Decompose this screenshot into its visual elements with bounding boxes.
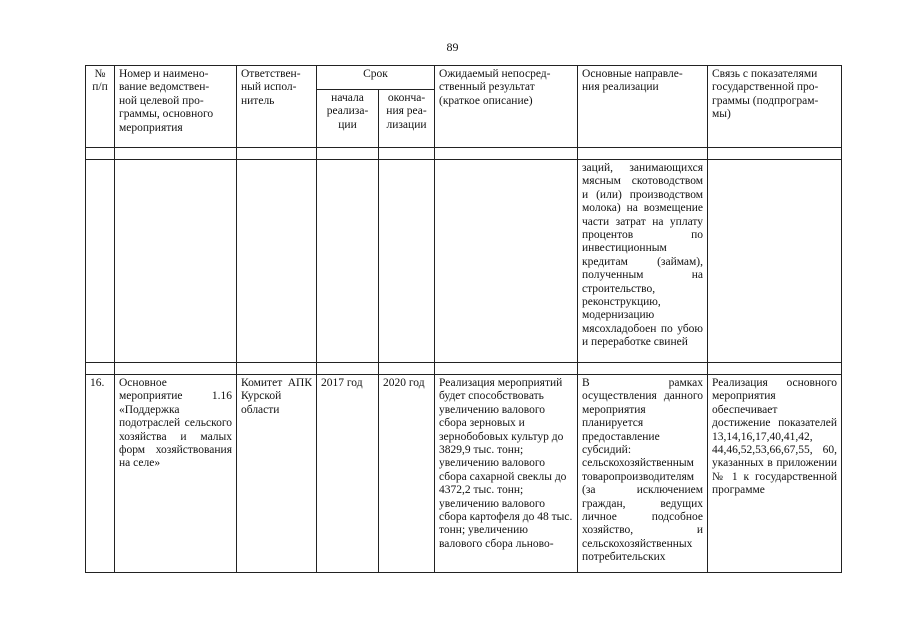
row-16-directions: В рамках осуществления данного мероприятия планируется предоставление субсидий: сельскохозяйственным товаропроизводителям (за исключением граждан, ведущих личное подсобное хозяйство, и сельскохозяйственных потребительских: [578, 375, 708, 573]
row-16-start: 2017 год: [317, 375, 379, 573]
header-term-end: оконча- ния реа- лизации: [379, 90, 435, 148]
row-16-executor: Комитет АПК Курской области: [237, 375, 317, 573]
row-16-num: 16.: [86, 375, 115, 573]
continuation-directions-cell: заций, занимающихся мясным скотоводством и (или) производством молока) на возмещение части затрат на уплату процентов по инвестиционным кредитам (займам), полученным на строительство, реконструкцию, модернизацию мясохладобоен по убою и переработке свиней: [578, 160, 708, 363]
header-gap-row: [86, 148, 842, 160]
row-16-end: 2020 год: [379, 375, 435, 573]
row-16-link: Реализация основного мероприятия обеспечивает достижение показателей 13,14,16,17,40,41,42, 44,46,52,53,66,67,55, 60, указанных в приложении № 1 к государственной программе: [708, 375, 842, 573]
header-result: Ожидаемый непосред- ственный результат (краткое описание): [435, 66, 578, 148]
header-link: Связь с показателями государственной про- граммы (подпрограм- мы): [708, 66, 842, 148]
row-16-result: Реализация мероприятий будет способствовать увеличению валового сбора зерновых и зернобобовых культур до 3829,9 тыс. тонн; увеличению валового сбора сахарной свеклы до 4372,2 тыс. тонн; увеличению валового сбора картофеля до 48 тыс. тонн; увеличению валового сбора льново-: [435, 375, 578, 573]
program-table: [85, 65, 842, 573]
header-name: Номер и наимено- вание ведомствен- ной целевой про- граммы, основного мероприятия: [115, 66, 237, 148]
page-number: 89: [446, 40, 459, 54]
header-executor: Ответствен- ный испол- нитель: [237, 66, 317, 148]
row-gap: [86, 363, 842, 375]
header-term: Срок: [317, 66, 435, 90]
header-num: № п/п: [86, 66, 115, 148]
table-row-16: [86, 375, 842, 573]
table-row-continuation: [86, 160, 842, 363]
header-term-start: начала реализа- ции: [317, 90, 379, 148]
row-16-name: Основное мероприятие 1.16 «Поддержка подотраслей сельского хозяйства и малых форм хозяйствования на селе»: [115, 375, 237, 573]
header-directions: Основные направле- ния реализации: [578, 66, 708, 148]
